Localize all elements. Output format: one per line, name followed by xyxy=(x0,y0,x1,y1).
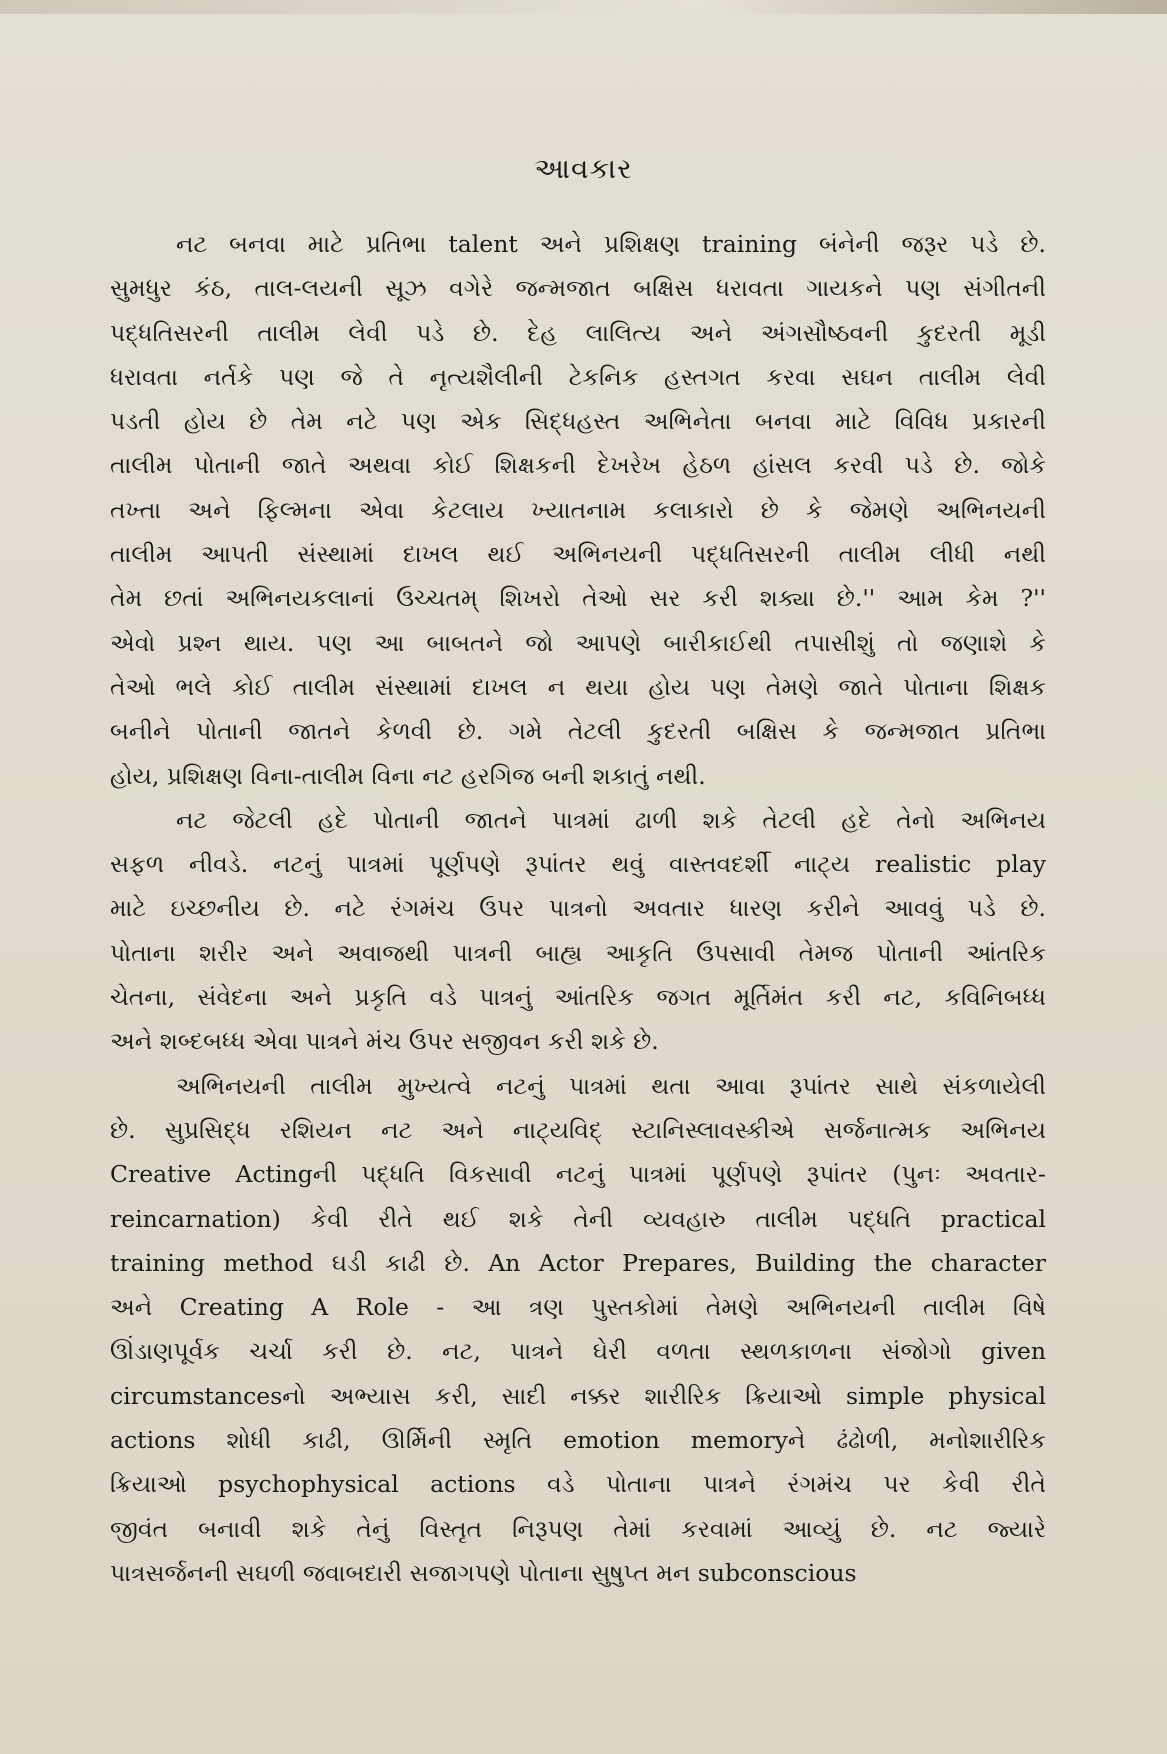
paragraph-3-line: છે. સુપ્રસિદ્ધ રશિયન નટ અને નાટ્યવિદ્ સ્ટાનિસ્લાવસ્કીએ સર્જનાત્મક અભિનય xyxy=(110,1115,1046,1144)
body-text xyxy=(110,222,1046,1595)
paragraph-3-line: circumstancesનો અભ્યાસ કરી, સાદી નક્કર શારીરિક ક્રિયાઓ simple physical xyxy=(110,1381,1046,1410)
paragraph-3-line: Creative Actingની પદ્ધતિ વિકસાવી નટનું પાત્રમાં પૂર્ણપણે રૂપાંતર (પુનઃ અવતાર- xyxy=(110,1160,1046,1189)
page-top-edge xyxy=(0,0,1167,14)
paragraph-1-line: તાલીમ આપતી સંસ્થામાં દાખલ થઈ અભિનયની પદ્ધતિસરની તાલીમ લીધી નથી xyxy=(110,540,1046,569)
paragraph-1-line: તાલીમ પોતાની જાતે અથવા કોઈ શિક્ષકની દેખરેખ હેઠળ હાંસલ કરવી પડે છે. જોકે xyxy=(110,451,1046,480)
paragraph-3-line: ઊંડાણપૂર્વક ચર્ચા કરી છે. નટ, પાત્રને ઘેરી વળતા સ્થળકાળના સંજોગો given xyxy=(110,1337,1046,1366)
paragraph-3-line: ક્રિયાઓ psychophysical actions વડે પોતાના પાત્રને રંગમંચ પર કેવી રીતે xyxy=(110,1470,1046,1499)
paragraph-3-line: પાત્રસર્જનની સઘળી જવાબદારી સજાગપણે પોતાના સુષુપ્ત મન subconscious xyxy=(110,1558,857,1587)
paragraph-1-line: બનીને પોતાની જાતને કેળવી છે. ગમે તેટલી કુદરતી બક્ષિસ કે જન્મજાત પ્રતિભા xyxy=(110,717,1046,746)
paragraph-1-line: તેમ છતાં અભિનયકલાનાં ઉચ્ચતમ્ શિખરો તેઓ સર કરી શક્યા છે.'' આમ કેમ ?'' xyxy=(110,584,1046,613)
paragraph-2-line: અને શબ્દબધ્ધ એવા પાત્રને મંચ ઉપર સજીવન કરી શકે છે. xyxy=(110,1027,659,1056)
paragraph-1-line: નટ બનવા માટે પ્રતિભા talent અને પ્રશિક્ષણ training બંનેની જરૂર પડે છે. xyxy=(176,230,1046,258)
paragraph-3-line: actions શોધી કાઢી, ઊર્મિની સ્મૃતિ emotion memoryને ઢંઢોળી, મનોશારીરિક xyxy=(110,1426,1046,1455)
paragraph-1-line: સુમધુર કંઠ, તાલ-લયની સૂઝ વગેરે જન્મજાત બક્ષિસ ધરાવતા ગાયકને પણ સંગીતની xyxy=(110,274,1046,303)
paragraph-1-line: પદ્ધતિસરની તાલીમ લેવી પડે છે. દેહ લાલિત્ય અને અંગસૌષ્ઠવની કુદરતી મૂડી xyxy=(110,318,1046,347)
paragraph-3-line: જીવંત બનાવી શકે તેનું વિસ્તૃત નિરૂપણ તેમાં કરવામાં આવ્યું છે. નટ જ્યારે xyxy=(110,1514,1046,1543)
paragraph-2-line: સફળ નીવડે. નટનું પાત્રમાં પૂર્ણપણે રૂપાંતર થવું વાસ્તવદર્શી નાટ્ય realistic play xyxy=(110,850,1046,879)
page-title: આવકાર xyxy=(534,152,633,185)
paragraph-1-line: હોય, પ્રશિક્ષણ વિના-તાલીમ વિના નટ હરગિજ બની શકાતું નથી. xyxy=(110,761,706,790)
paragraph-1-line: તેઓ ભલે કોઈ તાલીમ સંસ્થામાં દાખલ ન થયા હોય પણ તેમણે જાતે પોતાના શિક્ષક xyxy=(110,672,1046,701)
paragraph-2-line: પોતાના શરીર અને અવાજથી પાત્રની બાહ્ય આકૃતિ ઉપસાવી તેમજ પોતાની આંતરિક xyxy=(110,938,1046,967)
paragraph-2-line: નટ જેટલી હદે પોતાની જાતને પાત્રમાં ઢાળી શકે તેટલી હદે તેનો અભિનય xyxy=(176,805,1046,834)
paragraph-1-line: એવો પ્રશ્ન થાય. પણ આ બાબતને જો આપણે બારીકાઈથી તપાસીશું તો જણાશે કે xyxy=(110,628,1046,657)
paragraph-2-line: ચેતના, સંવેદના અને પ્રકૃતિ વડે પાત્રનું આંતરિક જગત મૂર્તિમંત કરી નટ, કવિનિબધ્ધ xyxy=(110,983,1046,1012)
paragraph-3-line: અભિનયની તાલીમ મુખ્યત્વે નટનું પાત્રમાં થતા આવા રૂપાંતર સાથે સંકળાયેલી xyxy=(176,1071,1046,1100)
paragraph-1-line: તખ્તા અને ફિલ્મના એવા કેટલાય ખ્યાતનામ કલાકારો છે કે જેમણે અભિનયની xyxy=(110,495,1046,524)
paragraph-3-line: reincarnation) કેવી રીતે થઈ શકે તેની વ્યવહારુ તાલીમ પદ્ધતિ practical xyxy=(110,1204,1046,1233)
paragraph-2-line: માટે ઇચ્છનીય છે. નટે રંગમંચ ઉપર પાત્રનો અવતાર ધારણ કરીને આવવું પડે છે. xyxy=(110,894,1046,923)
paragraph-3-line: training method ઘડી કાઢી છે. An Actor Prepares, Building the character xyxy=(110,1248,1046,1277)
paragraph-3-line: અને Creating A Role - આ ત્રણ પુસ્તકોમાં તેમણે અભિનયની તાલીમ વિષે xyxy=(110,1293,1046,1322)
paragraph-1-line: ધરાવતા નર્તકે પણ જે તે નૃત્યશૈલીની ટેકનિક હસ્તગત કરવા સઘન તાલીમ લેવી xyxy=(110,362,1046,391)
paragraph-1-line: પડતી હોય છે તેમ નટે પણ એક સિદ્ધહસ્ત અભિનેતા બનવા માટે વિવિધ પ્રકારની xyxy=(110,407,1046,436)
